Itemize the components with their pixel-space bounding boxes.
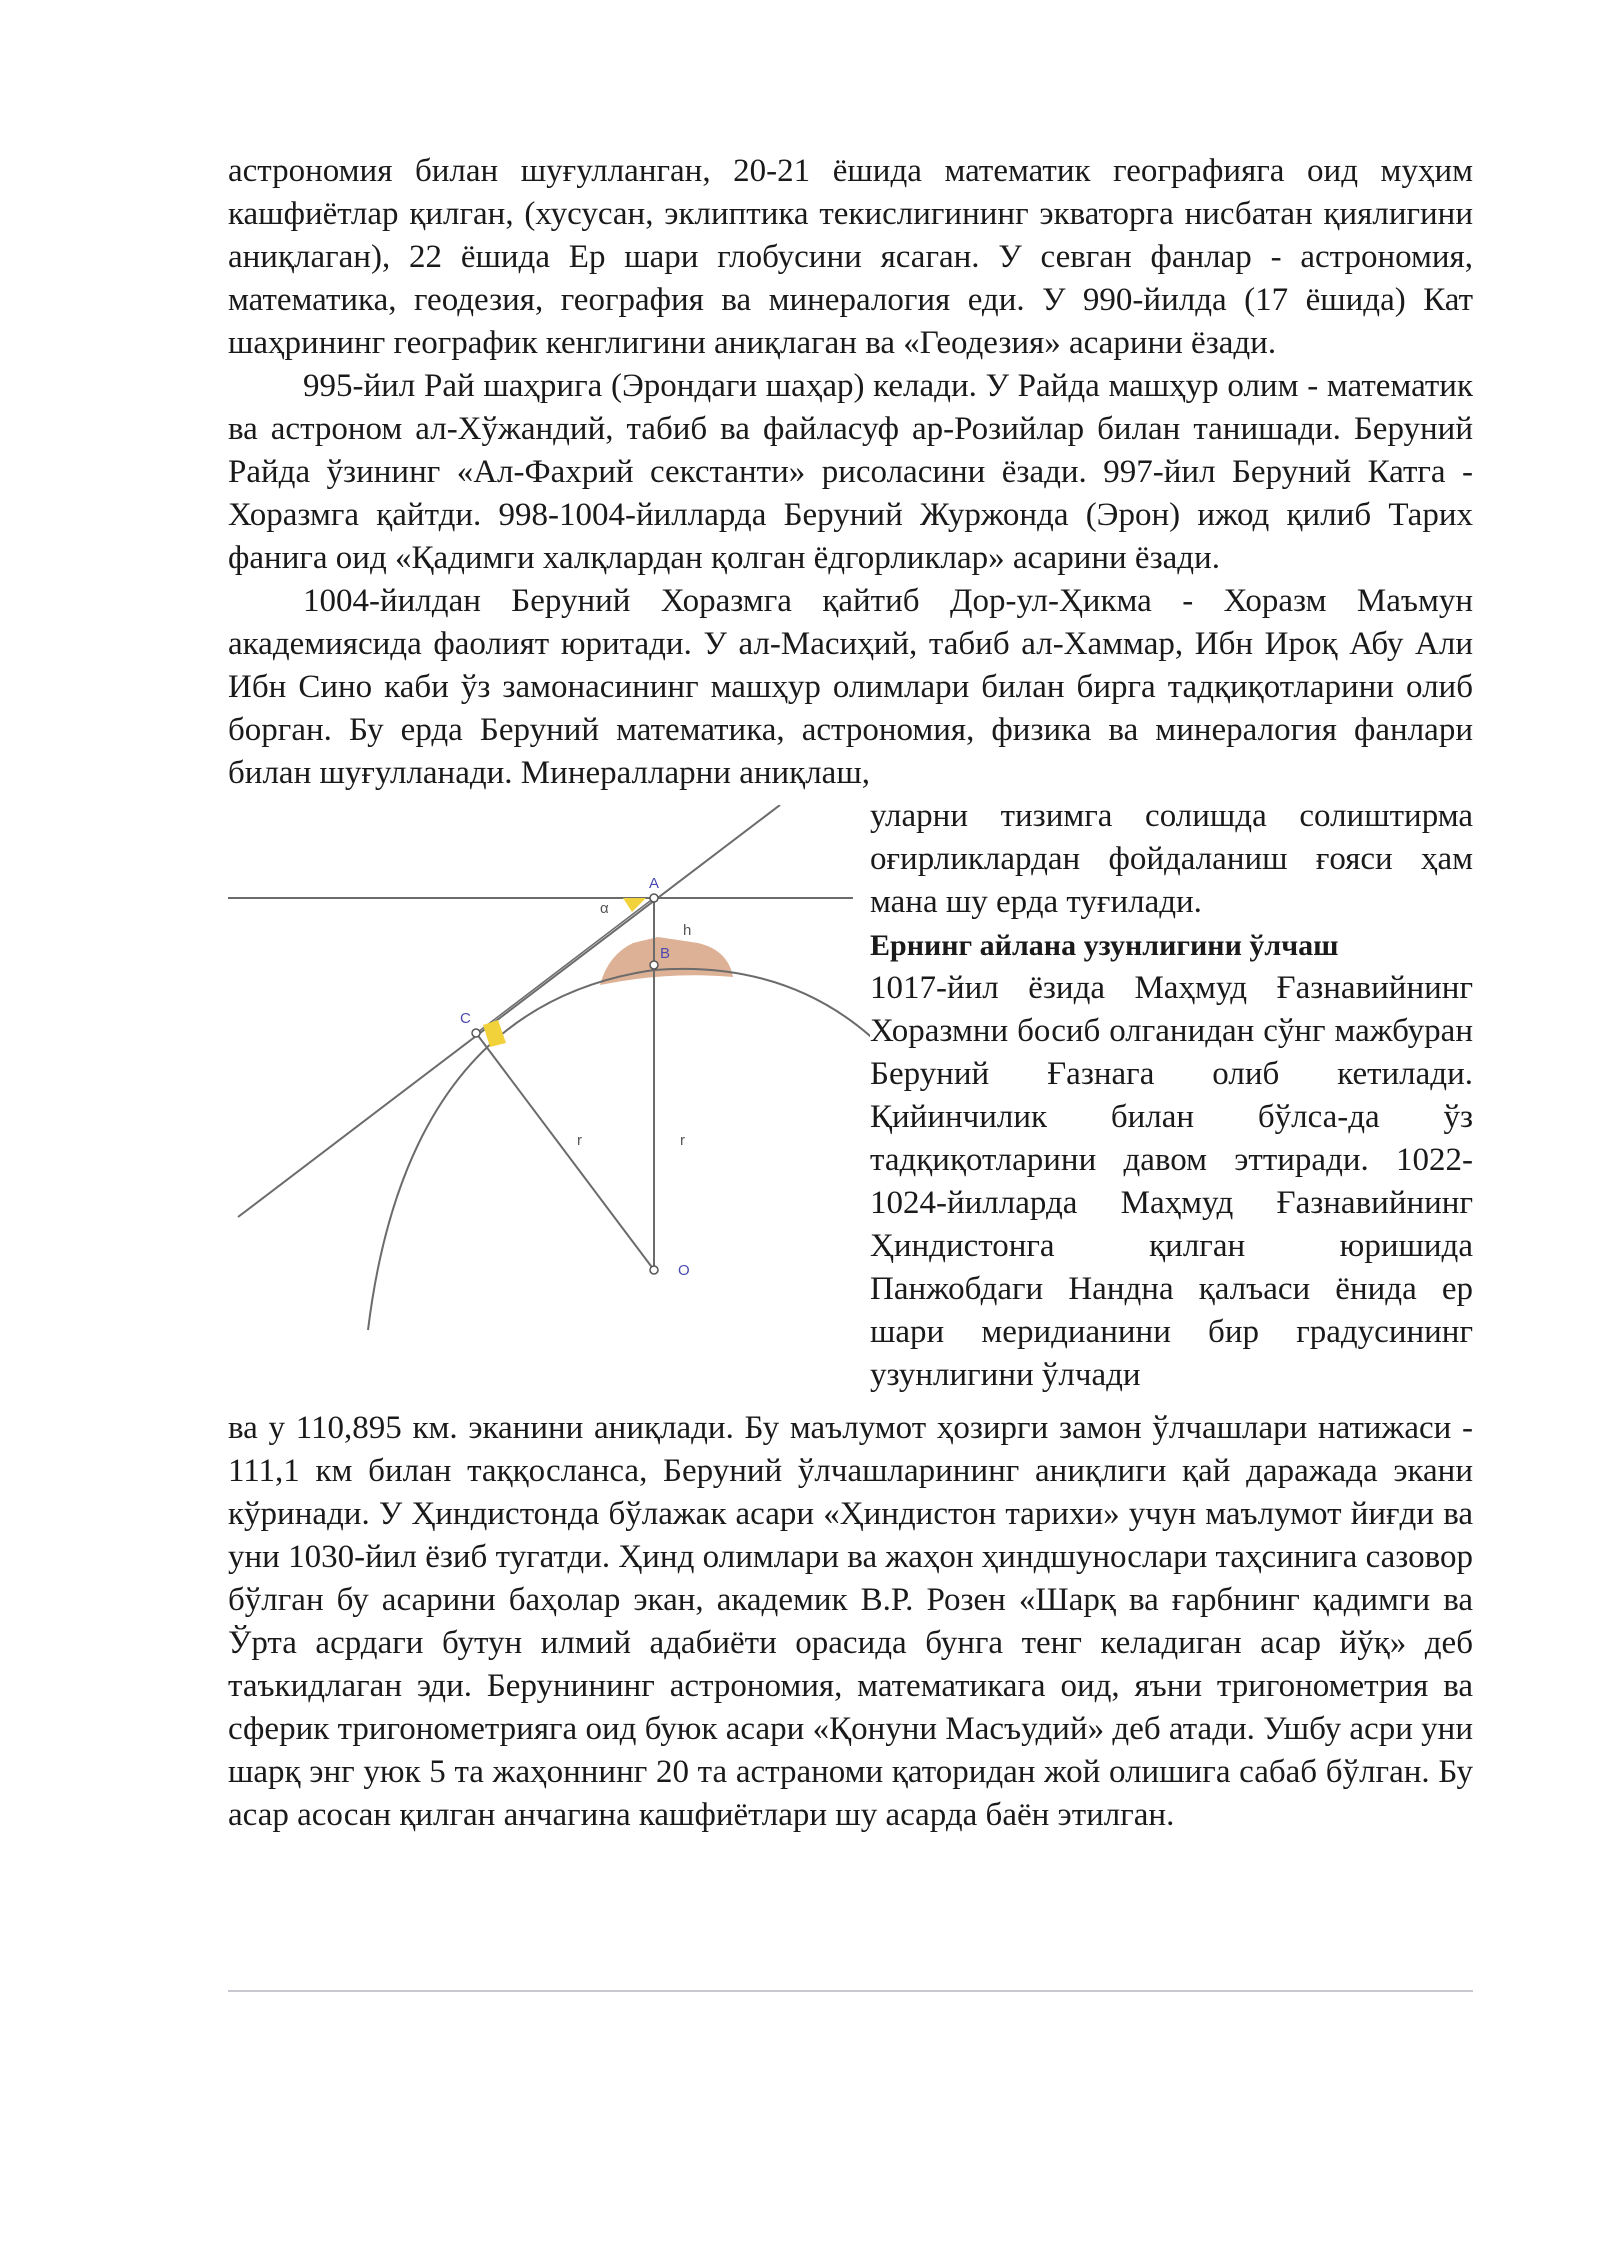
label-h: h <box>683 922 692 939</box>
paragraph-4-wrapped: 1017-йил ёзида Маҳмуд Ғазнавийнинг Хоразмни босиб олганидан сўнг мажбуран Беруний Ғазнага олиб кетилади. Қийинчилик билан бўлса-да ўз тадқиқотларини давом эттиради. 1022-1024-йилларда Маҳмуд Ғазнавийнинг Ҳиндистонга қилган юришида Панжобдаги Нандна қалъаси ёнида ер шари меридианини бир градусининг узунлигини ўлчади <box>870 970 1473 1393</box>
radius-slanted <box>476 1033 654 1270</box>
label-b: B <box>660 945 671 962</box>
point-b <box>650 961 658 969</box>
label-c: C <box>460 1010 471 1027</box>
tangent-line <box>238 805 780 1217</box>
footer-rule <box>228 1990 1473 1992</box>
label-r-vertical: r <box>680 1132 685 1149</box>
label-alpha: α <box>600 900 609 917</box>
paragraph-3-continued: уларни тизимга солишда солиштирма оғирликлардан фойдаланиш ғояси ҳам мана шу ерда туғилади. <box>870 798 1473 920</box>
earth-measurement-diagram <box>228 805 870 1407</box>
point-o <box>650 1266 658 1274</box>
label-o: O <box>678 1262 690 1279</box>
document-page <box>228 150 1473 1837</box>
point-c <box>472 1029 480 1037</box>
section-heading: Ернинг айлана узунлигини ўлчаш <box>870 929 1339 962</box>
paragraph-2: 995-йил Рай шаҳрига (Эрондаги шаҳар) келади. У Райда машҳур олим - математик ва астроном ал-Хўжандий, табиб ва файласуф ар-Розийлар билан танишади. Беруний Райда ўзининг «Ал-Фахрий секстанти» рисоласини ёзади. 997-йил Беруний Катга - Хоразмга қайтди. 998-1004-йилларда Беруний Журжонда (Эрон) ижод қилиб Тарих фанига оид «Қадимги халқлардан қолган ёдгорликлар» асарини ёзади. <box>228 368 1473 576</box>
paragraph-1: астрономия билан шуғулланган, 20-21 ёшида математик географияга оид муҳим кашфиётлар қилган, (хусусан, эклиптика текислигининг экваторга нисбатан қиялигини аниқлаган), 22 ёшида Ер шари глобусини ясаган. У севган фанлар - астрономия, математика, геодезия, география ва минералогия еди. У 990-йилда (17 ёшида) Кат шаҳрининг географик кенглигини аниқлаган ва «Геодезия» асарини ёзади. <box>228 153 1473 361</box>
label-a: A <box>649 875 660 892</box>
angle-c-marker <box>483 1020 506 1047</box>
earth-arc <box>368 969 870 1330</box>
paragraph-3: 1004-йилдан Беруний Хоразмга қайтиб Дор-ул-Ҳикма - Хоразм Маъмун академиясида фаолият юритади. У ал-Масиҳий, табиб ал-Хаммар, Ибн Ироқ Абу Али Ибн Сино каби ўз замонасининг машҳур олимлари билан бирга тадқиқотларини олиб борган. Бу ерда Беруний математика, астрономия, физика ва минералогия фанлари билан шуғулланади. Минералларни аниқлаш, <box>228 583 1473 791</box>
point-a <box>650 894 658 902</box>
label-r-slanted: r <box>577 1132 582 1149</box>
diagram-svg <box>228 805 870 1407</box>
paragraph-4-rest: ва у 110,895 км. эканини аниқлади. Бу маълумот ҳозирги замон ўлчашлари натижаси - 111,1 км билан таққосланса, Беруний ўлчашларининг аниқлиги қай даражада экани кўринади. У Ҳиндистонда бўлажак асари «Ҳиндистон тарихи» учун маълумот йиғди ва уни 1030-йил ёзиб тугатди. Ҳинд олимлари ва жаҳон ҳиндшунослари таҳсинига сазовор бўлган бу асарини баҳолар экан, академик В.Р. Розен «Шарқ ва ғарбнинг қадимги ва Ўрта асрдаги бутун илмий адабиёти орасида бунга тенг келадиган асар йўқ» деб таъкидлаган эди. Берунининг астрономия, математикага оид, яъни тригонометрия ва сферик тригонометрияга оид буюк асари «Қонуни Масъудий» деб атади. Ушбу асри уни шарқ энг уюк 5 та жаҳоннинг 20 та астраноми қаторидан жой олишига сабаб бўлган. Бу асар асосан қилган анчагина кашфиётлари шу асарда баён этилган. <box>228 1410 1473 1833</box>
